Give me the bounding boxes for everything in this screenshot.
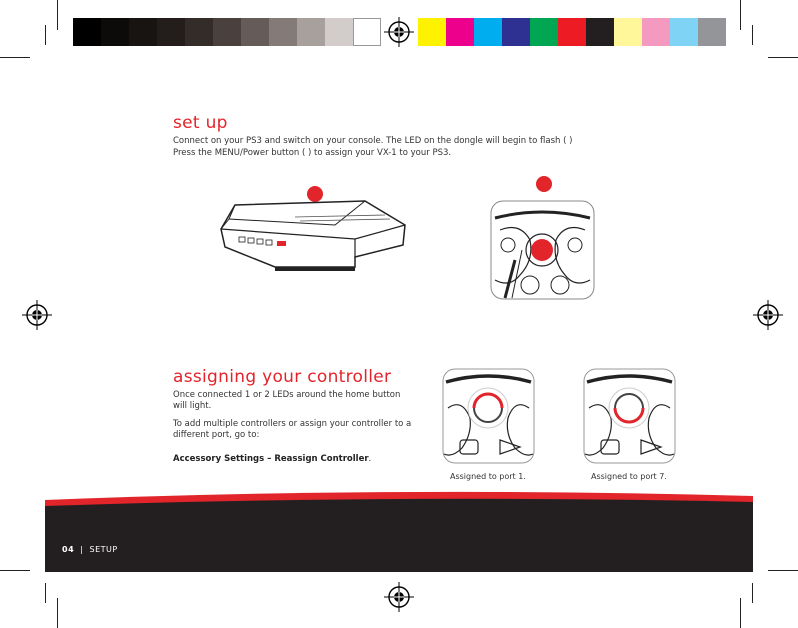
color-swatch [185,18,213,46]
color-swatch [73,18,101,46]
crop-mark [740,0,741,30]
registration-mark-icon [22,300,52,330]
registration-mark-icon [384,17,414,47]
color-swatch [297,18,325,46]
assign-paragraph-1: Once connected 1 or 2 LEDs around the home button will light. [173,390,401,411]
crop-mark [57,598,58,628]
color-swatch [530,18,558,46]
setup-heading: set up [173,113,228,133]
crop-mark [768,570,798,571]
crop-mark [45,25,46,45]
assign-paragraph-2: To add multiple controllers or assign your controller to a different port, go to: [173,419,412,440]
crop-mark [0,57,30,58]
color-swatch [269,18,297,46]
assign-heading: assigning your controller [173,367,392,387]
color-swatch [353,18,381,46]
color-swatch [157,18,185,46]
color-swatch [670,18,698,46]
crop-mark [752,583,753,603]
controller-port-7-illustration [583,368,676,464]
crop-mark [768,57,798,58]
color-swatch [241,18,269,46]
port-1-caption: Assigned to port 1. [450,472,526,481]
color-swatch [642,18,670,46]
color-swatch [129,18,157,46]
registration-mark-icon [753,300,783,330]
port-7-caption: Assigned to port 7. [591,472,667,481]
crop-mark [0,570,30,571]
color-swatch [502,18,530,46]
settings-path-period: . [368,454,372,464]
assign-settings-path [173,454,371,465]
footer-separator: | [80,545,84,554]
crop-mark [740,598,741,628]
registration-mark-icon [384,582,414,612]
color-swatch [325,18,353,46]
color-swatch [614,18,642,46]
color-swatch [698,18,726,46]
color-swatch [586,18,614,46]
controller-closeup-illustration [490,200,595,300]
color-swatch [213,18,241,46]
crop-mark [57,0,58,30]
controller-port-1-illustration [442,368,535,464]
footer-band [45,486,753,572]
settings-path-text: Accessory Settings – Reassign Controller [173,454,369,464]
page-number: 04 [62,545,75,554]
ps3-console-illustration [215,195,410,273]
setup-instruction-line-1: Connect on your PS3 and switch on your console. The LED on the dongle will begin to flash ( ) [173,136,573,146]
color-swatch [474,18,502,46]
crop-mark [752,25,753,45]
crop-mark [45,583,46,603]
color-swatch [558,18,586,46]
setup-instruction-line-2: Press the MENU/Power button ( ) to assign your VX-1 to your PS3. [173,148,452,158]
color-swatch [446,18,474,46]
color-swatch [418,18,446,46]
footer-section: SETUP [89,545,118,554]
footer-page-label [62,545,118,554]
color-swatch [101,18,129,46]
step-marker-dot [536,176,552,192]
